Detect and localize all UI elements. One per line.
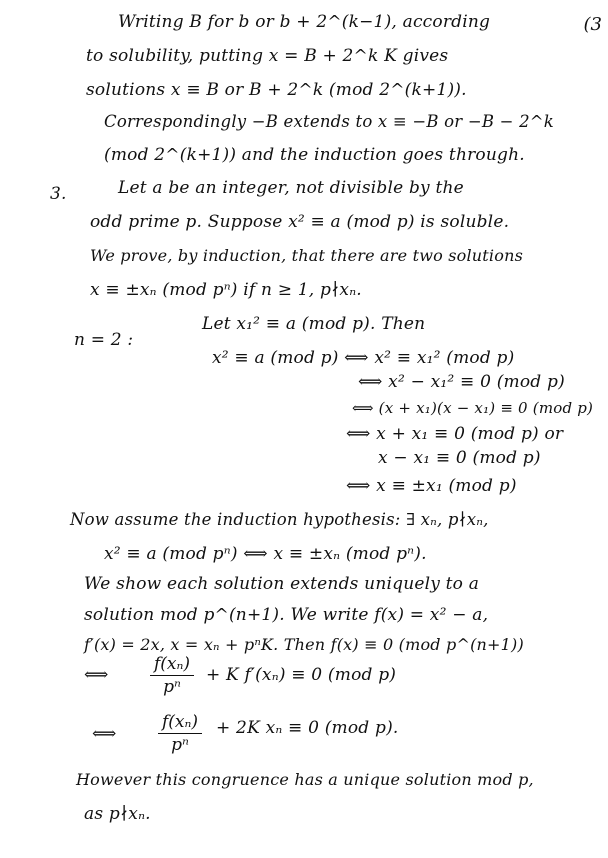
text-line: Writing B for b or b + 2^(k−1), according xyxy=(118,12,491,32)
fraction-numerator: f(xₙ) xyxy=(158,712,202,734)
text-line: x ≡ ±xₙ (mod pⁿ) if n ≥ 1, p∤xₙ. xyxy=(90,280,362,300)
text-line: We show each solution extends uniquely to a xyxy=(84,574,480,594)
equation-line: ⟺ x ≡ ±x₁ (mod p) xyxy=(346,476,517,496)
text-line: Let x₁² ≡ a (mod p). Then xyxy=(202,314,426,334)
equation-line: ⟺ (x + x₁)(x − x₁) ≡ 0 (mod p) xyxy=(352,399,594,417)
text-line: Let a be an integer, not divisible by the xyxy=(118,178,464,198)
fraction-denominator: pⁿ xyxy=(171,735,189,755)
text-line: Now assume the induction hypothesis: ∃ xₙ, p∤xₙ, xyxy=(70,510,489,529)
equation-line: ⟺ x + x₁ ≡ 0 (mod p) or xyxy=(346,424,564,444)
text-line: odd prime p. Suppose x² ≡ a (mod p) is soluble. xyxy=(90,212,510,232)
equation-line: + K f′(xₙ) ≡ 0 (mod p) xyxy=(206,665,397,685)
fraction-numerator: f(xₙ) xyxy=(150,654,194,676)
case-label: n = 2 : xyxy=(74,330,134,350)
text-line: solution mod p^(n+1). We write f(x) = x² − a, xyxy=(84,605,489,625)
equation-line: f′(x) = 2x, x = xₙ + pⁿK. Then f(x) ≡ 0 (mod p^(n+1)) xyxy=(84,635,524,654)
fraction-denominator: pⁿ xyxy=(163,677,181,697)
text-line: However this congruence has a unique solution mod p, xyxy=(76,770,534,789)
fraction xyxy=(158,712,202,755)
text-line: solutions x ≡ B or B + 2^k (mod 2^(k+1)). xyxy=(86,80,467,100)
equation-line: ⟺ x² − x₁² ≡ 0 (mod p) xyxy=(358,372,565,392)
fraction xyxy=(150,654,194,697)
text-line: Correspondingly −B extends to x ≡ −B or −B − 2^k xyxy=(104,112,554,131)
equation-line: x² ≡ a (mod pⁿ) ⟺ x ≡ ±xₙ (mod pⁿ). xyxy=(104,544,427,564)
equation-line: x − x₁ ≡ 0 (mod p) xyxy=(378,448,541,468)
text-line: (mod 2^(k+1)) and the induction goes through. xyxy=(104,145,525,165)
page-number: (3 xyxy=(583,14,602,35)
equivalence-symbol: ⟺ xyxy=(84,665,109,685)
text-line: as p∤xₙ. xyxy=(84,804,151,824)
text-line: We prove, by induction, that there are two solutions xyxy=(90,246,523,265)
problem-number: 3. xyxy=(50,184,67,204)
equation-line: + 2K xₙ ≡ 0 (mod p). xyxy=(216,718,399,738)
equivalence-symbol: ⟺ xyxy=(92,724,117,744)
text-line: to solubility, putting x = B + 2^k K gives xyxy=(86,46,449,66)
equation-line: x² ≡ a (mod p) ⟺ x² ≡ x₁² (mod p) xyxy=(212,348,515,368)
